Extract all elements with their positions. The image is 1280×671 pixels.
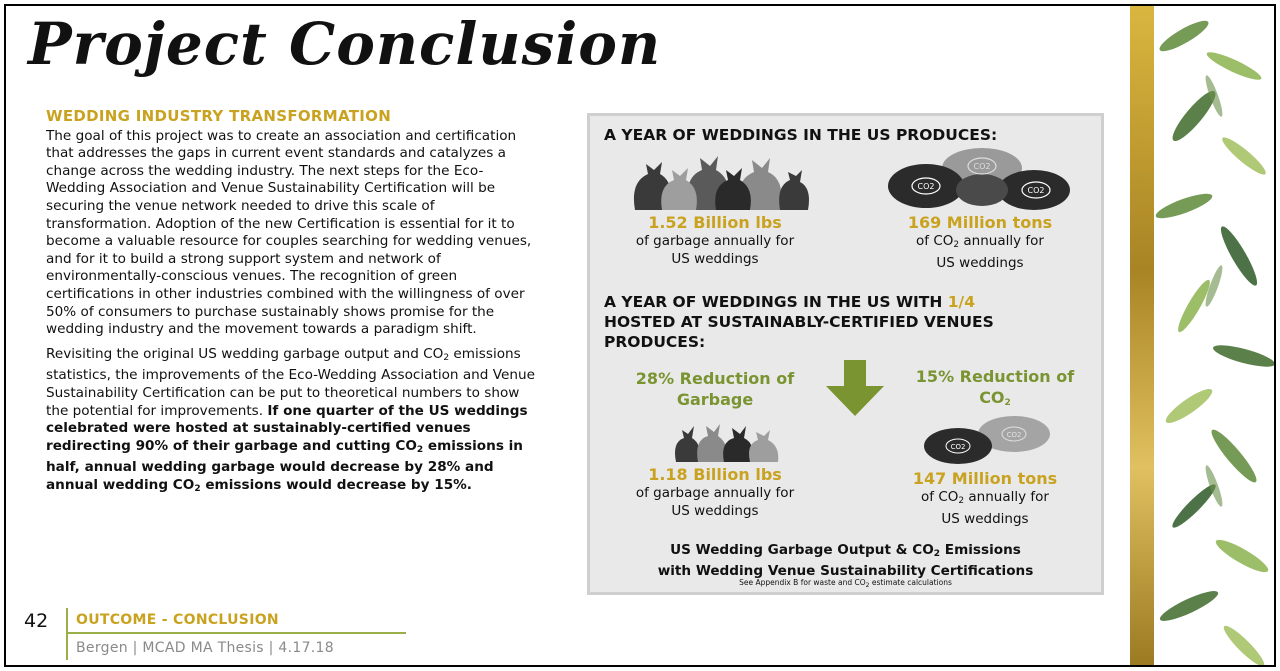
subscript: 2: [443, 352, 450, 363]
gold-strip-decoration: [1130, 6, 1154, 665]
panel-caption: US Wedding Garbage Output & $CO_2$ Emissions with Wedding Venue Sustainability Certifications: [657, 542, 1034, 579]
garbage-bags-icon: [630, 152, 810, 212]
page-title: Project Conclusion: [28, 10, 662, 78]
co2-stat-certified: 147 Million tons of $CO_2$ annually for US weddings: [880, 470, 1090, 528]
co2-desc-line1: of $CO_2$ annually for: [916, 233, 1044, 250]
co2-clouds-icon: [886, 146, 1072, 212]
foliage-decoration: [1154, 6, 1274, 665]
panel-heading-2: A YEAR OF WEDDINGS IN THE US WITH 1/4 HOSTED AT SUSTAINABLY-CERTIFIED VENUES PRODUCES:: [604, 293, 994, 351]
paragraph-2: [46, 346, 542, 499]
section-heading: WEDDING INDUSTRY TRANSFORMATION: [46, 107, 392, 125]
paragraph-2-bold-b: emissions in half, annual wedding garbage would decrease by 28% and annual wedding CO: [46, 437, 523, 493]
subscript: 2: [416, 444, 424, 455]
co2-desc-line2: US weddings: [936, 255, 1024, 271]
garbage-value: 1.52 Billion lbs: [648, 213, 782, 232]
co2-value-certified: 147 Million tons: [912, 469, 1058, 488]
cloud-label: CO2: [1006, 431, 1022, 439]
garbage-value-certified: 1.18 Billion lbs: [648, 465, 782, 484]
garbage-desc-line1: of garbage annually for: [635, 233, 795, 249]
footer-credit: Bergen | MCAD MA Thesis | 4.17.18: [76, 640, 334, 656]
panel-footnote: See Appendix B for waste and $CO_2$ estimate calculations: [739, 578, 952, 589]
page-number: 42: [24, 610, 49, 632]
footer-divider-horizontal: [66, 632, 406, 634]
paragraph-2-text-b: emissions statistics, the improvements of the Eco-Wedding Association and Venue Sustainability Certification can be put to theoretical numbers to show the potential for improvements.: [46, 345, 535, 419]
paragraph-2-text-a: Revisiting the original US wedding garbage output and CO: [46, 345, 444, 362]
cloud-label: CO2: [950, 443, 966, 451]
co2-clouds-icon: [920, 414, 1056, 466]
garbage-reduction: 28% Reduction of Garbage: [635, 369, 795, 409]
footer-divider-vertical: [66, 608, 68, 660]
paragraph-1: The goal of this project was to create an association and certification that addresses the gaps in current event standards and catalyzes a change across the wedding industry. The next steps for the Eco-Wedding Association and Venue Sustainability Certification will be securing the venue network needed to drive this scale of transformation. Adoption of the new Certification is essential for it to become a valuable resource for couples searching for wedding venues, and for it to build a strong support system and network of environmentally-conscious venues. The recognition of green certifications in other industries combined with the willingness of over 50% of consumers to purchase sustainably shows promise for the wedding industry and the movement towards a paradigm shift.: [46, 127, 532, 338]
garbage-stat-certified: 1.18 Billion lbs of garbage annually for US weddings: [610, 466, 820, 520]
paragraph-2-bold-a: If one quarter of the US weddings celebrated were hosted at sustainably-certified venues redirecting 90% of their garbage and cutting CO: [46, 402, 528, 454]
co2-stat: [865, 214, 1095, 272]
co2-reduction: 15% Reduction of $CO_2$: [915, 367, 1075, 408]
garbage-desc-line2: US weddings: [671, 251, 759, 267]
cloud-label: CO2: [1027, 186, 1045, 195]
infographic-panel: [587, 113, 1104, 595]
garbage-stat: [600, 214, 830, 268]
footer-section-label: OUTCOME - CONCLUSION: [76, 612, 279, 628]
garbage-bags-icon: [672, 422, 782, 464]
panel-heading-1: A YEAR OF WEDDINGS IN THE US PRODUCES:: [604, 126, 998, 144]
co2-value: 169 Million tons: [907, 213, 1053, 232]
fraction-highlight: 1/4: [947, 293, 975, 311]
cloud-label: CO2: [973, 162, 991, 171]
cloud-label: CO2: [917, 182, 935, 191]
down-arrow-icon: [824, 360, 886, 416]
body-text-column: [46, 108, 542, 505]
subscript: 2: [194, 483, 201, 494]
paragraph-2-bold-c: emissions would decrease by 15%.: [200, 476, 472, 493]
